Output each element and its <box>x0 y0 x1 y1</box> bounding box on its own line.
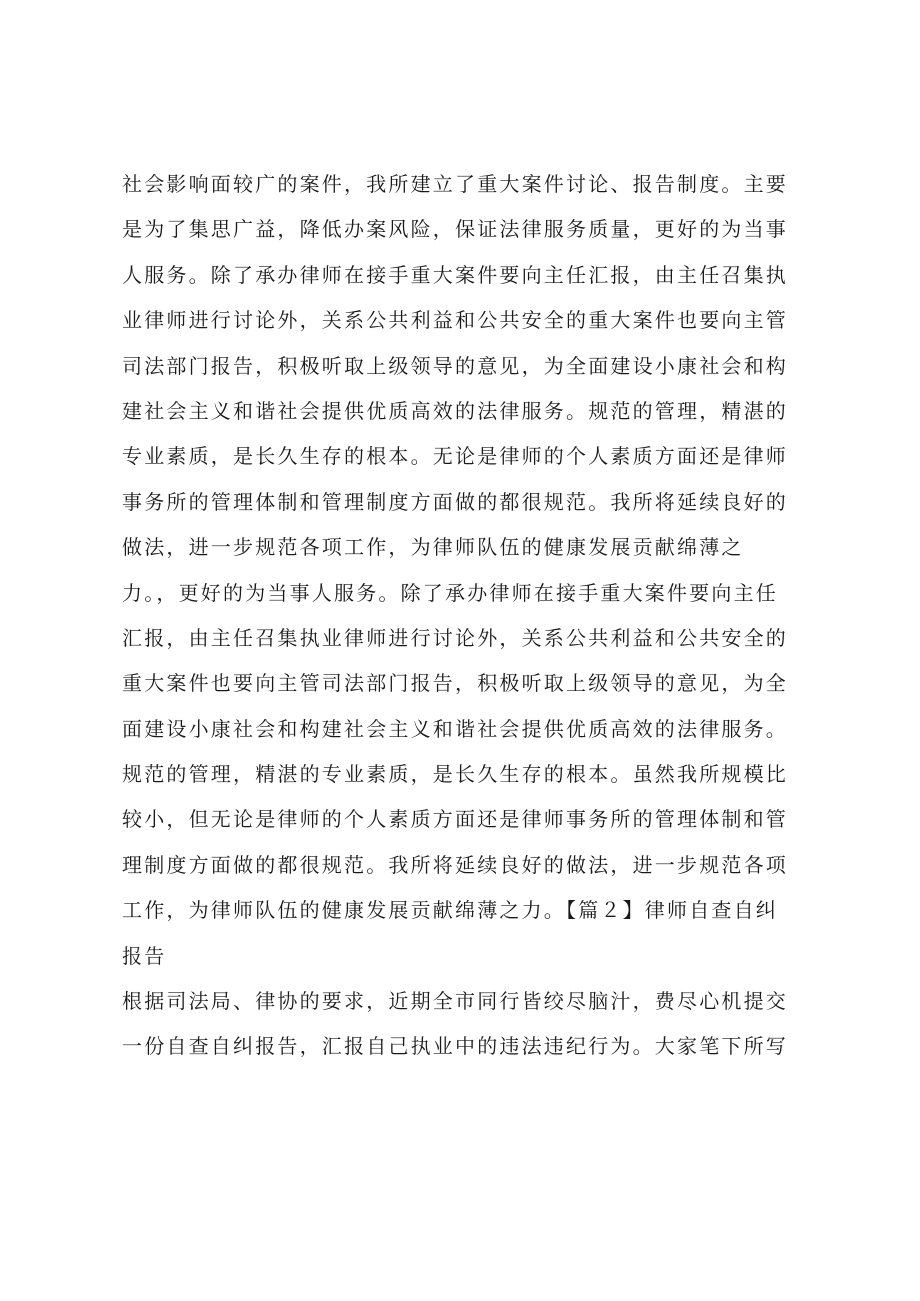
text-line: 司法部门报告，积极听取上级领导的意见，为全面建设小康社会和构 <box>122 353 788 378</box>
section-heading-line: 报告 <box>122 943 167 968</box>
text-line: 汇报，由主任召集执业律师进行讨论外，关系公共利益和公共安全的 <box>122 625 788 650</box>
text-line: 力。，更好的为当事人服务。除了承办律师在接手重大案件要向主任 <box>122 580 778 605</box>
text-line: 一份自查自纠报告，汇报自己执业中的违法违纪行为。大家笔下所写 <box>122 1034 788 1059</box>
text-line: 建社会主义和谐社会提供优质高效的法律服务。规范的管理，精湛的 <box>122 398 788 423</box>
text-line: 根据司法局、律协的要求，近期全市同行皆绞尽脑汁，费尽心机提交 <box>122 989 788 1014</box>
text-line: 业律师进行讨论外，关系公共利益和公共安全的重大案件也要向主管 <box>122 308 788 333</box>
text-line: 社会影响面较广的案件，我所建立了重大案件讨论、报告制度。主要 <box>122 172 788 196</box>
text-line: 重大案件也要向主管司法部门报告，积极听取上级领导的意见，为全 <box>122 671 788 696</box>
text-line: 做法，进一步规范各项工作，为律师队伍的健康发展贡献绵薄之 <box>122 535 744 560</box>
text-line: 是为了集思广益，降低办案风险，保证法律服务质量，更好的为当事 <box>122 217 788 242</box>
text-line: 工作，为律师队伍的健康发展贡献绵薄之力。【篇２】律师自查自纠 <box>122 898 778 923</box>
text-line: 专业素质，是长久生存的根本。无论是律师的个人素质方面还是律师 <box>122 444 788 469</box>
text-line: 较小，但无论是律师的个人素质方面还是律师事务所的管理体制和管 <box>122 807 788 832</box>
text-line: 规范的管理，精湛的专业素质，是长久生存的根本。虽然我所规模比 <box>122 762 788 787</box>
text-line: 面建设小康社会和构建社会主义和谐社会提供优质高效的法律服务。 <box>122 716 788 741</box>
document-body <box>122 162 822 1070</box>
text-line: 事务所的管理体制和管理制度方面做的都很规范。我所将延续良好的 <box>122 489 788 514</box>
text-line: 理制度方面做的都很规范。我所将延续良好的做法，进一步规范各项 <box>122 852 788 877</box>
text-line: 人服务。除了承办律师在接手重大案件要向主任汇报，由主任召集执 <box>122 262 788 287</box>
